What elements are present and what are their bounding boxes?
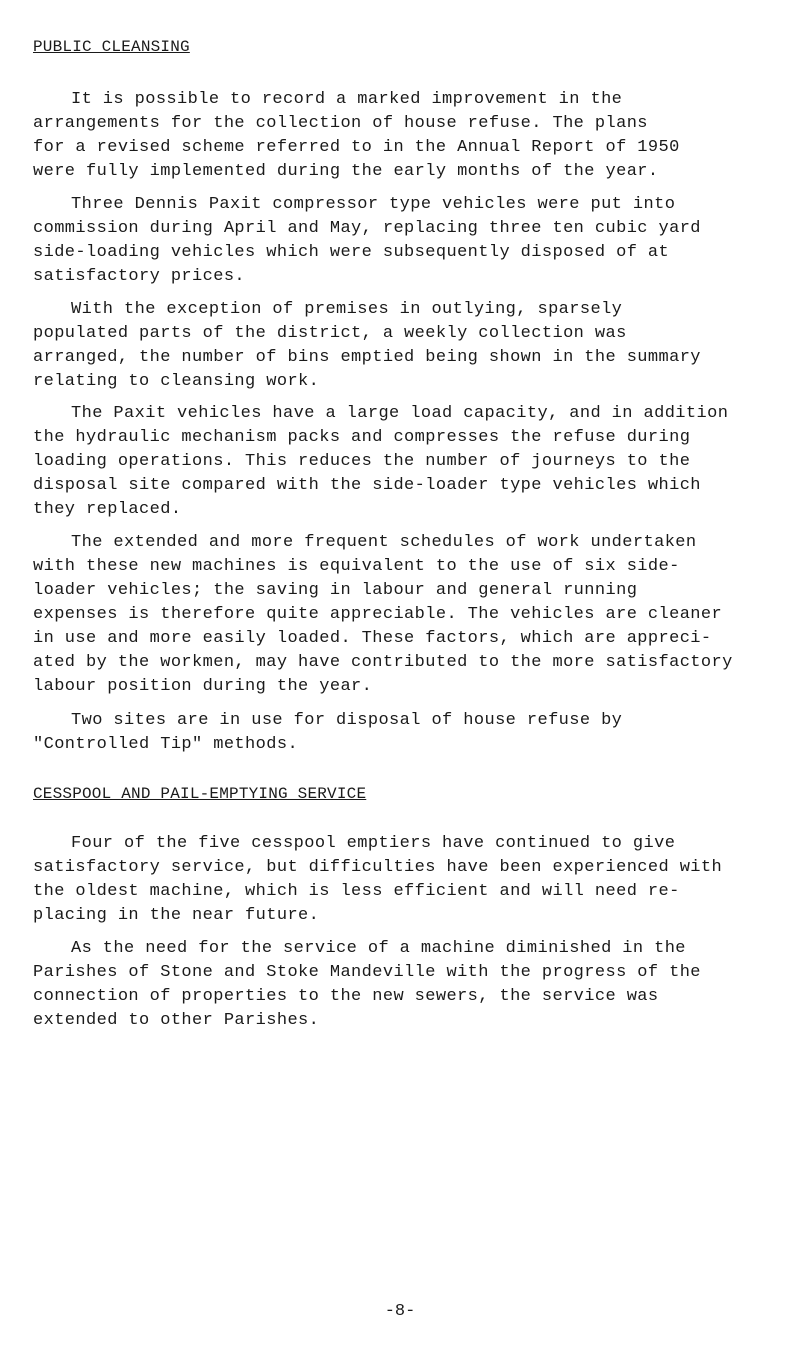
text-line: they replaced.: [33, 500, 182, 519]
text-line: in use and more easily loaded. These factors, which are appreci-: [33, 629, 712, 648]
text-line: with these new machines is equivalent to the use of six side-: [33, 557, 680, 576]
text-line: connection of properties to the new sewers, the service was: [33, 987, 659, 1006]
text-line: relating to cleansing work.: [33, 372, 320, 391]
text-line: populated parts of the district, a weekly collection was: [33, 324, 627, 343]
text-line: As the need for the service of a machine diminished in the: [71, 939, 686, 958]
text-line: for a revised scheme referred to in the Annual Report of 1950: [33, 138, 680, 157]
text-line: The Paxit vehicles have a large load capacity, and in addition: [71, 404, 729, 423]
section-heading-public-cleansing: PUBLIC CLEANSING: [33, 38, 190, 56]
text-line: disposal site compared with the side-loader type vehicles which: [33, 476, 701, 495]
text-line: side-loading vehicles which were subsequently disposed of at: [33, 243, 670, 262]
text-line: arrangements for the collection of house refuse. The plans: [33, 114, 648, 133]
text-line: expenses is therefore quite appreciable. The vehicles are cleaner: [33, 605, 723, 624]
text-line: placing in the near future.: [33, 906, 320, 925]
paragraph-paxit-vehicles: [33, 193, 793, 289]
text-line: Three Dennis Paxit compressor type vehicles were put into: [71, 195, 676, 214]
text-line: were fully implemented during the early months of the year.: [33, 162, 659, 181]
paragraph-disposal-sites: [33, 709, 793, 757]
paragraph-extended-schedules: [33, 531, 793, 699]
section-heading-cesspool-service: CESSPOOL AND PAIL-EMPTYING SERVICE: [33, 785, 367, 803]
text-line: loading operations. This reduces the number of journeys to the: [33, 452, 691, 471]
text-line: labour position during the year.: [33, 677, 373, 696]
page-number: -8-: [384, 1302, 416, 1321]
text-line: satisfactory service, but difficulties have been experienced with: [33, 858, 723, 877]
text-line: the oldest machine, which is less efficient and will need re-: [33, 882, 680, 901]
text-line: extended to other Parishes.: [33, 1011, 320, 1030]
paragraph-cesspool-emptiers: [33, 832, 793, 928]
text-line: satisfactory prices.: [33, 267, 246, 286]
paragraph-load-capacity: [33, 402, 793, 522]
paragraph-weekly-collection: [33, 298, 793, 394]
text-line: With the exception of premises in outlying, sparsely: [71, 300, 623, 319]
text-line: Four of the five cesspool emptiers have continued to give: [71, 834, 676, 853]
text-line: commission during April and May, replacing three ten cubic yard: [33, 219, 701, 238]
text-line: Two sites are in use for disposal of house refuse by: [71, 711, 623, 730]
text-line: arranged, the number of bins emptied being shown in the summary: [33, 348, 701, 367]
text-line: ated by the workmen, may have contributed to the more satisfactory: [33, 653, 733, 672]
text-line: the hydraulic mechanism packs and compresses the refuse during: [33, 428, 691, 447]
text-line: "Controlled Tip" methods.: [33, 735, 299, 754]
paragraph-collection-improvement: [33, 88, 793, 184]
text-line: Parishes of Stone and Stoke Mandeville with the progress of the: [33, 963, 701, 982]
text-line: loader vehicles; the saving in labour and general running: [33, 581, 638, 600]
text-line: It is possible to record a marked improvement in the: [71, 90, 623, 109]
text-line: The extended and more frequent schedules of work undertaken: [71, 533, 697, 552]
paragraph-service-extended: [33, 937, 793, 1033]
